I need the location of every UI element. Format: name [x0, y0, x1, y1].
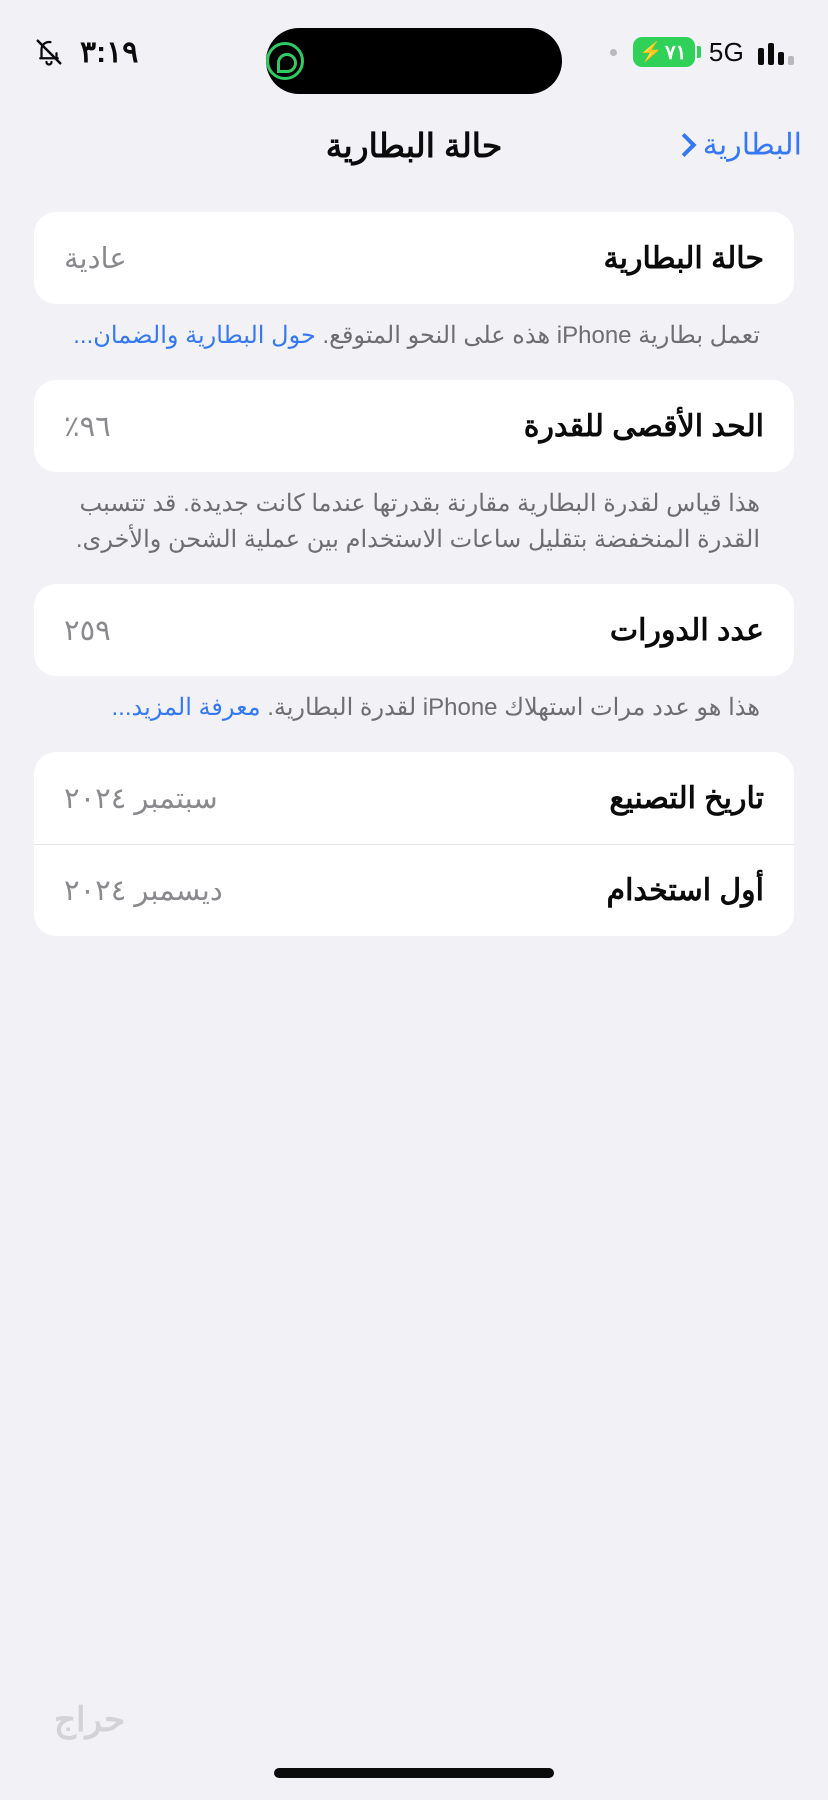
- row-maximum-capacity[interactable]: [34, 380, 794, 472]
- row-cycle-count[interactable]: [34, 584, 794, 676]
- battery-health-footnote: [34, 304, 794, 354]
- row-label: تاريخ التصنيع: [609, 781, 764, 815]
- chevron-forward-icon: [672, 133, 696, 157]
- network-type-label: 5G: [708, 36, 744, 67]
- row-first-use: [34, 844, 794, 936]
- row-value: ٩٦٪: [64, 410, 111, 443]
- battery-health-card: [34, 212, 794, 304]
- navigation-bar: [0, 104, 828, 186]
- row-battery-health[interactable]: [34, 212, 794, 304]
- dates-card: [34, 752, 794, 936]
- row-manufacture-date: [34, 752, 794, 844]
- dynamic-island[interactable]: [266, 28, 562, 94]
- battery-cap-dot: [610, 49, 617, 56]
- row-label: عدد الدورات: [609, 613, 764, 647]
- bell-slash-icon: [34, 37, 64, 67]
- bolt-icon: ⚡: [639, 41, 663, 63]
- back-button-label: البطارية: [702, 128, 802, 162]
- about-battery-warranty-link[interactable]: حول البطارية والضمان...: [73, 322, 316, 349]
- row-label: الحد الأقصى للقدرة: [523, 409, 764, 443]
- cycle-count-card: [34, 584, 794, 676]
- settings-content: [0, 212, 828, 936]
- footnote-text: هذا هو عدد مرات استهلاك iPhone لقدرة البطارية.: [267, 694, 760, 721]
- status-bar-right: [34, 35, 138, 70]
- page-title: حالة البطارية: [325, 126, 503, 164]
- battery-percent-label: ٧١: [665, 41, 687, 64]
- status-bar-left: [610, 37, 794, 68]
- row-label: حالة البطارية: [603, 241, 764, 275]
- signal-bars-icon: [758, 39, 794, 65]
- maximum-capacity-card: [34, 380, 794, 472]
- watermark: حراج: [54, 1701, 126, 1739]
- row-label: أول استخدام: [606, 874, 764, 907]
- row-value: سبتمبر ٢٠٢٤: [64, 782, 218, 815]
- row-value: ٢٥٩: [64, 614, 111, 647]
- cycle-count-footnote: [34, 676, 794, 726]
- maximum-capacity-footnote: [34, 472, 794, 558]
- home-indicator[interactable]: [274, 1768, 554, 1778]
- footnote-text: تعمل بطارية iPhone هذه على النحو المتوقع.: [322, 322, 760, 349]
- footnote-text: هذا قياس لقدرة البطارية مقارنة بقدرتها عندما كانت جديدة. قد تتسبب القدرة المنخفضة بتقليل ساعات الاستخدام بين عملية الشحن والأخرى.: [75, 490, 760, 553]
- learn-more-link[interactable]: معرفة المزيد...: [111, 694, 261, 721]
- row-value: ديسمبر ٢٠٢٤: [64, 875, 223, 907]
- screen-recording-icon: [266, 42, 304, 80]
- status-bar: [0, 0, 828, 104]
- row-value: عادية: [64, 242, 127, 275]
- status-bar-clock: ٣:١٩: [80, 35, 139, 69]
- back-button[interactable]: [674, 128, 802, 163]
- battery-indicator: [633, 37, 695, 67]
